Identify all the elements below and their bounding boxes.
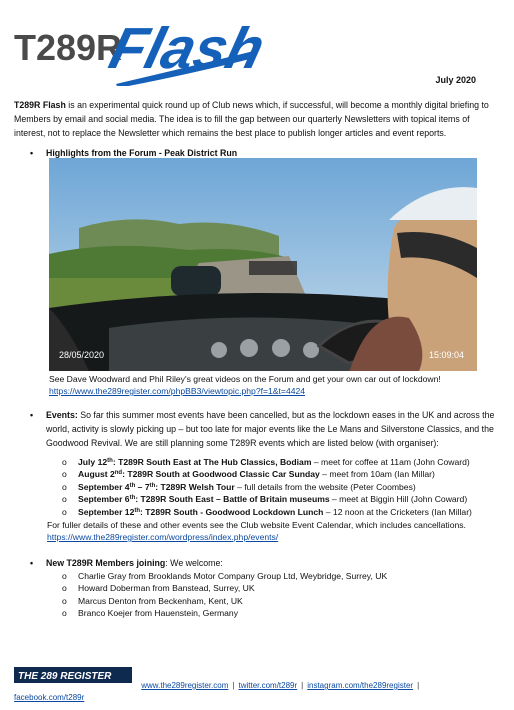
events-text: So far this summer most events have been cancelled, but as the lockdown eases in the UK and across the world, activity is slowly picking up – but too late for major events like the Le Mans and Silverstone Classics, and the Goodwood Revival. We are still planning some T289R events which are listed below (with organiser): [46,410,495,448]
photo-date-stamp: 28/05/2020 [59,350,105,360]
member-item: o Howard Doberman from Banstead, Surrey, UK [62,583,255,594]
events-list [62,456,502,518]
footer-logo-text: THE 289 REGISTER [18,671,112,682]
members-list [62,570,502,620]
event-item: o September 4th – 7th: T289R Welsh Tour – full details from the website (Peter Coombes) [62,481,416,492]
photo-time-stamp: 15:09:04 [429,350,465,360]
events-bullet [30,408,500,450]
list-marker: o [62,571,67,581]
forum-link[interactable]: https://www.the289register.com/phpBB3/viewtopic.php?f=1&t=4424 [49,386,306,396]
caption-text: See Dave Woodward and Phil Riley's great videos on the Forum and get your own car out of lockdown! [49,374,441,384]
events-lead: Events: [46,410,78,420]
list-marker: o [62,469,67,480]
event-item: o July 12th: T289R South East at The Hub Classics, Bodiam – meet for coffee at 11am (John Coward) [62,457,470,467]
footer-link-instagram[interactable]: instagram.com/the289register [307,681,414,690]
intro-paragraph [14,98,502,140]
members-bullet [30,556,500,570]
forum-photo [49,158,477,371]
bullet-dot: • [30,558,34,568]
event-item: o September 12th: T289R South - Goodwood Lockdown Lunch – 12 noon at the Cricketers (Ian Millar) [62,506,472,517]
masthead-word: Flash [103,16,271,81]
masthead-logo [14,6,274,86]
list-marker: o [62,583,67,594]
list-marker: o [62,506,67,517]
members-text: : We welcome: [165,558,223,568]
masthead-code: T289R [14,27,123,68]
footer-link-website[interactable]: www.the289register.com [141,681,229,690]
forum-heading: Highlights from the Forum - Peak District Run [46,148,238,158]
bullet-dot: • [30,410,34,420]
intro-lead: T289R Flash [14,100,66,110]
members-lead: New T289R Members joining [46,558,166,568]
member-item: o Charlie Gray from Brooklands Motor Company Group Ltd, Weybridge, Surrey, UK [62,571,388,581]
event-item: o August 2nd: T289R South at Goodwood Classic Car Sunday – meet from 10am (Ian Millar) [62,469,435,480]
intro-text: is an experimental quick round up of Club news which, if successful, will become a monthly digital briefing to Members by email and social media. The idea is to fill the gap between our quarterly Newsletters with topical items of interest, not to replace the Newsletter which remains the best place to publish longer articles and event reports. [14,100,489,138]
events-link[interactable]: https://www.the289register.com/wordpress/index.php/events/ [47,532,279,542]
events-note-text: For fuller details of these and other events see the Club website Event Calendar, which includes cancellations. [47,520,466,530]
list-marker: o [62,481,67,492]
forum-caption [49,373,499,397]
issue-date: July 2020 [435,75,476,85]
bullet-dot: • [30,148,34,158]
list-marker: o [62,457,67,467]
events-note [47,519,507,543]
member-item: o Branco Koejer from Hauenstein, Germany [62,608,239,619]
footer-link-twitter[interactable]: twitter.com/t289r [238,681,298,690]
event-item: o September 6th: T289R South East – Battle of Britain museums – meet at Biggin Hill (John Coward) [62,494,468,505]
footer-links: www.the289register.com | twitter.com/t289r | instagram.com/the289register | facebook.com/t289r [14,681,420,702]
footer-link-facebook[interactable]: facebook.com/t289r [14,693,85,702]
list-marker: o [62,595,67,606]
list-marker: o [62,608,67,619]
member-item: o Marcus Denton from Beckenham, Kent, UK [62,595,243,606]
list-marker: o [62,494,67,505]
